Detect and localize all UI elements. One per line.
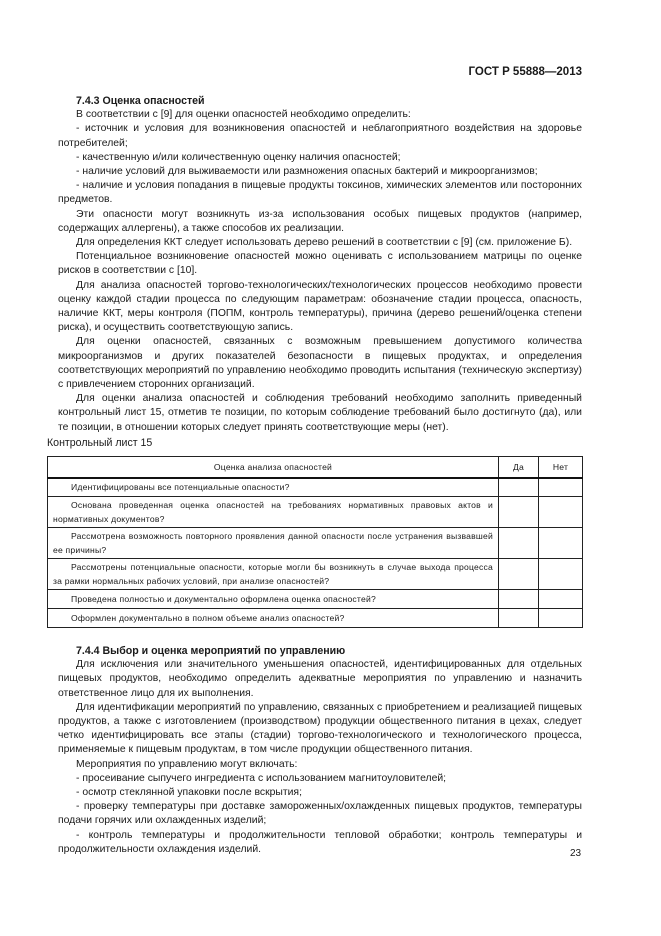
yes-cell[interactable] — [499, 589, 539, 608]
no-cell[interactable] — [539, 589, 583, 608]
paragraph: Для оценки анализа опасностей и соблюдения требований необходимо заполнить приведенный контрольный лист 15, отметив те позиции, по которым соблюдение требований было достигнуто (да), или те позиции, в отношении которых следует принять соответствующие меры (нет). — [58, 393, 582, 433]
section-heading: 7.4.3 Оценка опасностей — [76, 95, 205, 107]
page-number: 23 — [570, 848, 582, 859]
paragraph: Для идентификации мероприятий по управлению, связанных с приобретением и реализацией пищевых продуктов, а также с изготовлением (производством) продукции общественного питания в цехах, следует четко идентифицировать все этапы (стадии) торгово-технологического и технологического процесса, применяемые к пищевым продуктам, в том числе продукции общественного питания. — [58, 701, 582, 756]
section-7-4-3 — [58, 94, 582, 435]
table-row — [48, 589, 583, 608]
checklist-table — [47, 456, 583, 628]
yes-cell[interactable] — [499, 608, 539, 627]
no-cell[interactable] — [539, 608, 583, 627]
question-text: Основана проведенная оценка опасностей на требованиях нормативных правовых актов и нормативных документов? — [53, 499, 493, 524]
table-header-row — [48, 457, 583, 479]
list-item: - наличие и условия попадания в пищевые продукты токсинов, химических элементов или посторонних предметов. — [58, 180, 582, 206]
no-cell[interactable] — [539, 478, 583, 496]
list-item: - проверку температуры при доставке замороженных/охлажденных пищевых продуктов, температуры подачи горячих или охлажденных изделий; — [58, 801, 582, 827]
paragraph: Потенциальное возникновение опасностей можно оценивать с использованием матрицы по оценке рисков в соответствии с [10]. — [58, 251, 582, 277]
question-text: Рассмотрены потенциальные опасности, которые могли бы возникнуть в случае выхода процесса за рамки нормальных рабочих условий, при анализе опасностей? — [53, 561, 493, 586]
paragraph: Мероприятия по управлению могут включать: — [76, 758, 298, 770]
list-item: - контроль температуры и продолжительности тепловой обработки; контроль температуры и продолжительности охлаждения изделий. — [58, 829, 582, 855]
paragraph: Эти опасности могут возникнуть из-за использования особых пищевых продуктов (например, содержащих аллергены), а также способов их реализации. — [58, 208, 582, 234]
section-heading: 7.4.4 Выбор и оценка мероприятий по управлению — [76, 645, 346, 657]
list-item: - источник и условия для возникновения опасностей и неблагоприятного воздействия на здоровье потребителей; — [58, 123, 582, 149]
question-text: Рассмотрена возможность повторного проявления данной опасности после устранения вызвавшей ее причины? — [53, 530, 493, 555]
document-standard-number: ГОСТ Р 55888—2013 — [468, 66, 582, 78]
column-header-yes: Да — [499, 457, 539, 479]
yes-cell[interactable] — [499, 478, 539, 496]
question-text: Идентифицированы все потенциальные опасности? — [71, 482, 290, 493]
table-row — [48, 558, 583, 589]
table-row — [48, 608, 583, 627]
section-7-4-4 — [58, 644, 582, 857]
paragraph: Для исключения или значительного уменьшения опасностей, идентифицированных для отдельных пищевых продуктов, необходимо определить адекватные мероприятия по управлению и назначить ответственное лицо для их выполнения. — [58, 659, 582, 699]
list-item: - наличие условий для выживаемости или размножения опасных бактерий и микроорганизмов; — [76, 166, 538, 178]
yes-cell[interactable] — [499, 558, 539, 589]
column-header-no: Нет — [539, 457, 583, 479]
table-row — [48, 527, 583, 558]
column-header-question: Оценка анализа опасностей — [48, 457, 499, 479]
checklist-caption: Контрольный лист 15 — [47, 437, 153, 449]
table-row — [48, 478, 583, 496]
yes-cell[interactable] — [499, 527, 539, 558]
no-cell[interactable] — [539, 527, 583, 558]
list-item: - просеивание сыпучего ингредиента с использованием магнитоуловителей; — [76, 772, 447, 784]
paragraph: Для анализа опасностей торгово-технологических/технологических процессов необходимо провести оценку каждой стадии процесса по следующим параметрам: обозначение стадии процесса, опасность, наличие ККТ, меры контроля (ПОПМ, контроль температуры), причина (дерево решений/оценка степени риска), и осуществить соответствующую запись. — [58, 279, 582, 334]
paragraph: Для определения ККТ следует использовать дерево решений в соответствии с [9] (см. приложение Б). — [76, 237, 573, 249]
paragraph: В соответствии с [9] для оценки опасностей необходимо определить: — [76, 109, 411, 121]
no-cell[interactable] — [539, 496, 583, 527]
question-text: Проведена полностью и документально оформлена оценка опасностей? — [71, 593, 376, 604]
paragraph: Для оценки опасностей, связанных с возможным превышением допустимого количества микроорганизмов и других показателей безопасности в пищевых продуктах, и определения соответствующих мероприятий по управлению необходимо проводить испытания (техническую экспертизу) с привлечением сторонних организаций. — [58, 336, 582, 391]
list-item: - качественную и/или количественную оценку наличия опасностей; — [76, 151, 401, 163]
table-row — [48, 496, 583, 527]
question-text: Оформлен документально в полном объеме анализ опасностей? — [71, 612, 345, 623]
yes-cell[interactable] — [499, 496, 539, 527]
list-item: - осмотр стеклянной упаковки после вскрытия; — [76, 787, 302, 799]
no-cell[interactable] — [539, 558, 583, 589]
